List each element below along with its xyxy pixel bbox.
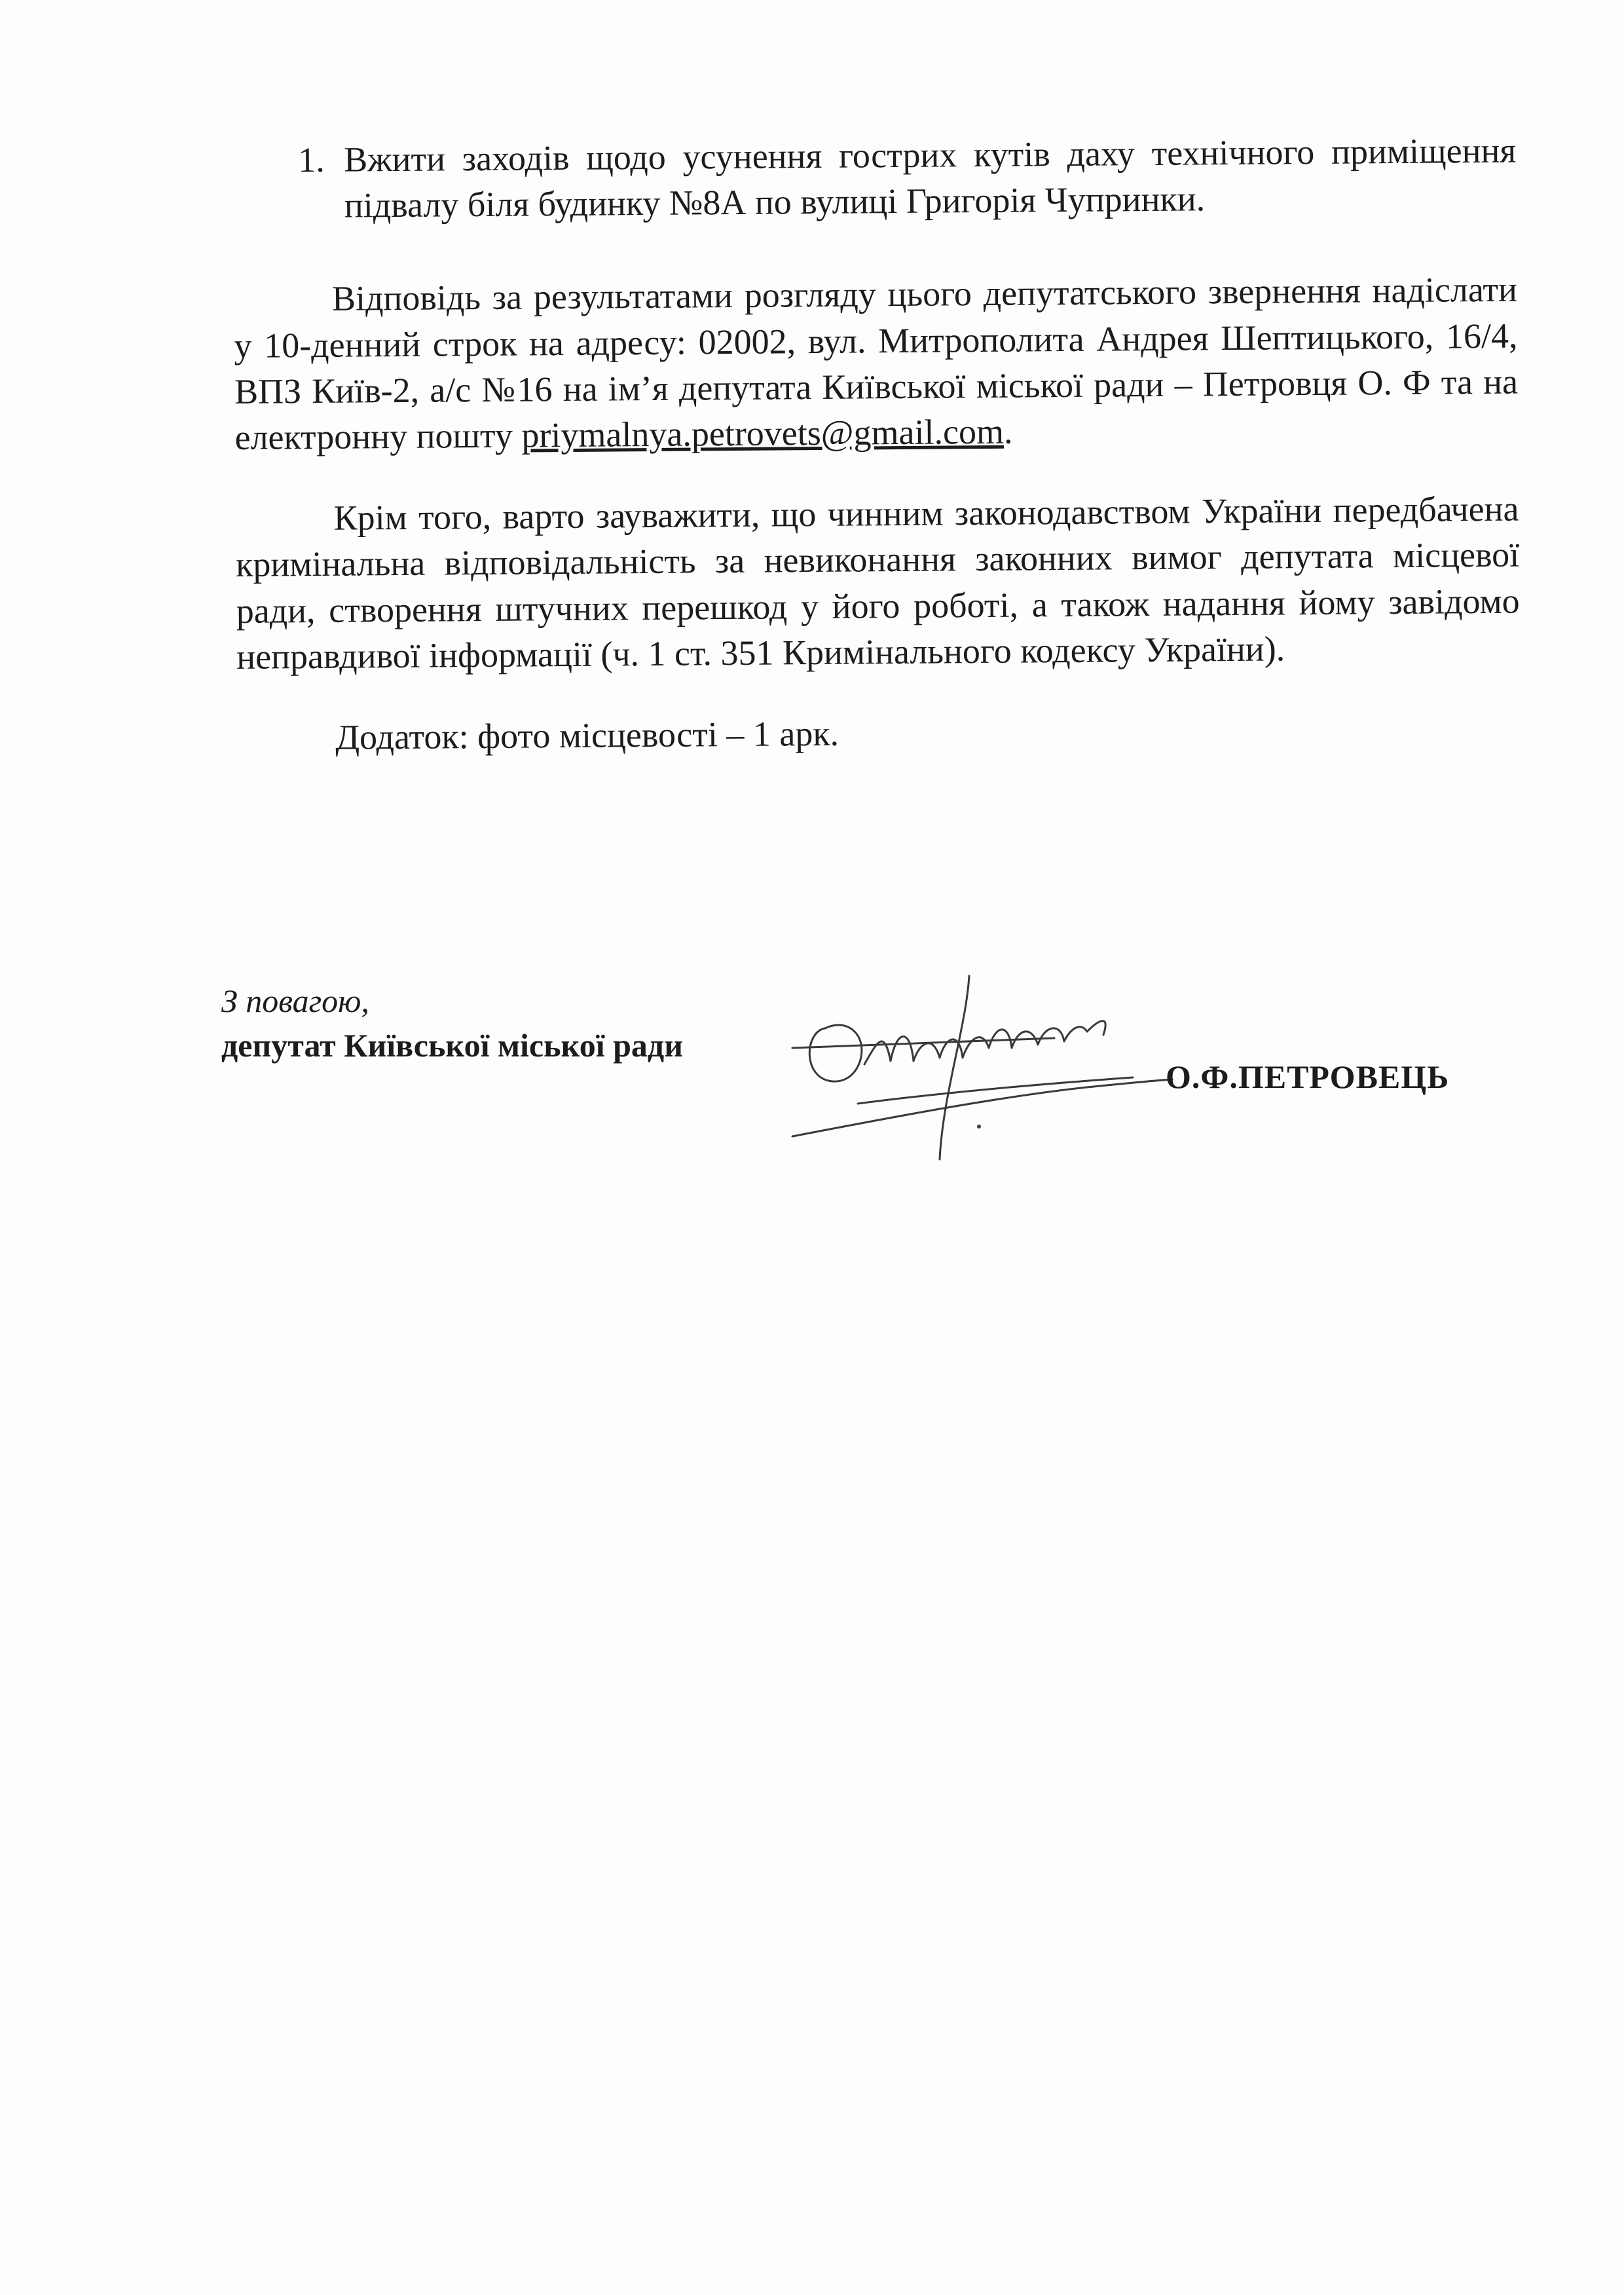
closing-greeting: З повагою, [221,982,369,1019]
response-paragraph-text: Відповідь за результатами розгляду цього депутатського звернення надіслати у 10-денний строк на адресу: 02002, вул. Митрополита Андрея Шептицького, 16/4, ВПЗ Київ-2, а/с №16 на ім’я депутата Київської міської ради – Петровця О. Ф та на електронну пошту [234,269,1519,457]
response-paragraph-end: . [1003,411,1013,451]
request-item [298,128,1517,229]
letter-body [232,128,1521,796]
attachment-line: Додаток: фото місцевості – 1 арк. [335,713,840,757]
request-item-text: Вжити заходів щодо усунення гострих кутів даху технічного приміщення підвалу біля будинку №8А по вулиці Григорія Чупринки. [344,130,1517,225]
response-paragraph [234,267,1519,460]
liability-paragraph: Крім того, варто зауважити, що чинним законодавством України передбачена кримінальна відповідальність за невиконання законних вимог депутата місцевої ради, створення штучних перешкод у його роботі, а також надання йому завідомо неправдивої інформації (ч. 1 ст. 351 Кримінального кодексу України). [235,489,1520,677]
signer-name: О.Ф.ПЕТРОВЕЦЬ [1166,1058,1450,1095]
handwritten-signature [779,950,1185,1172]
contact-email: priymalnya.petrovets@gmail.com [521,411,1005,455]
request-item-number: 1. [298,140,325,180]
closing-title: депутат Київської міської ради [221,1026,684,1064]
